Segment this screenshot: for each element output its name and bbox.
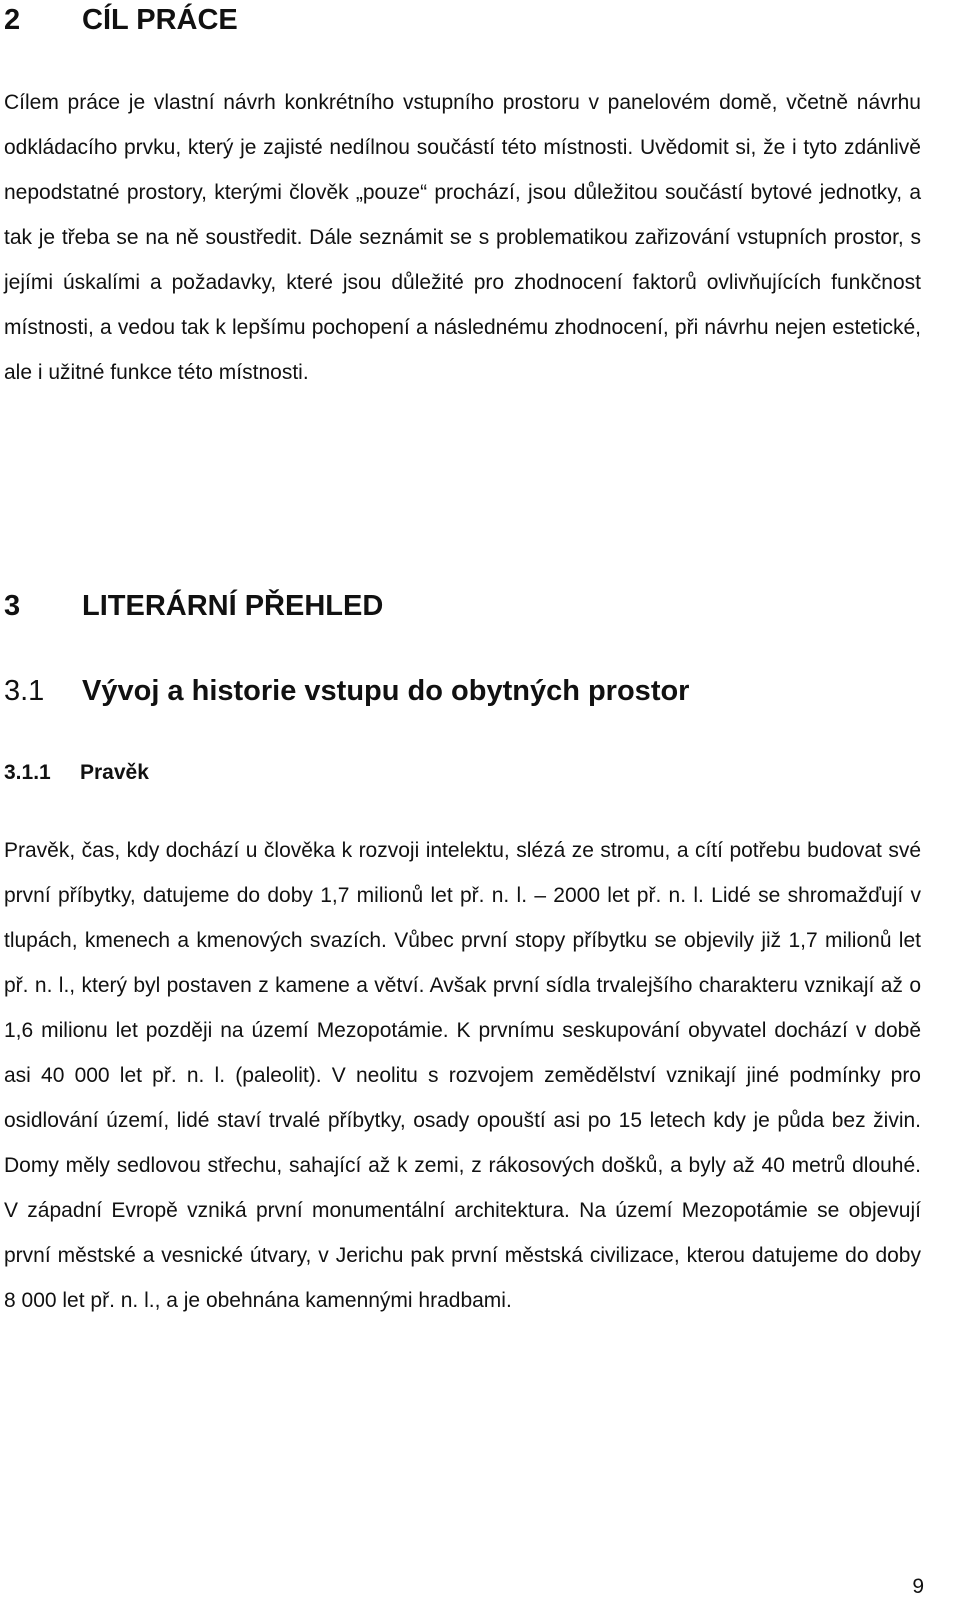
heading-pravek — [4, 759, 149, 787]
heading-vyvoj-historie — [4, 673, 689, 709]
heading-cil-prace — [4, 2, 238, 38]
heading-number: 3 — [4, 590, 21, 622]
heading-number: 2 — [4, 4, 21, 36]
paragraph-cil-prace: Cílem práce je vlastní návrh konkrétního vstupního prostoru v panelovém domě, včetně návrhu odkládacího prvku, který je zajisté nedílnou součástí této místnosti. Uvědomit si, že i tyto zdánlivě nepodstatné prostory, kterými člověk „pouze“ prochází, jsou důležitou součástí bytové jednotky, a tak je třeba se na ně soustředit. Dále seznámit se s problematikou zařizování vstupních prostor, s jejími úskalími a požadavky, které jsou důležité pro zhodnocení faktorů ovlivňujících funkčnost místnosti, a vedou tak k lepšímu pochopení a následnému zhodnocení, při návrhu nejen estetické, ale i užitné funkce této místnosti. — [4, 91, 921, 384]
paragraph-pravek: Pravěk, čas, kdy dochází u člověka k rozvoji intelektu, slézá ze stromu, a cítí potřebu budovat své první příbytky, datujeme do doby 1,7 milionů let př. n. l. – 2000 let př. n. l. Lidé se shromažďují v tlupách, kmenech a kmenových svazích. Vůbec první stopy příbytku se objevily již 1,7 milionů let př. n. l., který byl postaven z kamene a větví. Avšak první sídla trvalejšího charakteru vznikají až o 1,6 milionu let později na území Mezopotámie. K prvnímu seskupování obyvatel dochází v době asi 40 000 let př. n. l. (paleolit). V neolitu s rozvojem zemědělství vznikají jiné podmínky pro osidlování území, lidé staví trvalé příbytky, osady opouští asi po 15 letech kdy je půda bez živin. Domy měly sedlovou střechu, sahající až k zemi, z rákosových došků, a byly až 40 metrů dlouhé. V západní Evropě vzniká první monumentální architektura. Na území Mezopotámie se objevují první městské a vesnické útvary, v Jerichu pak první městská civilizace, kterou datujeme do doby 8 000 let př. n. l., a je obehnána kamennými hradbami. — [4, 839, 921, 1312]
page-number: 9 — [912, 1575, 924, 1598]
heading-literarni-prehled — [4, 588, 383, 624]
heading-title: Vývoj a historie vstupu do obytných prostor — [82, 675, 690, 707]
heading-title: CÍL PRÁCE — [82, 4, 238, 36]
heading-title: Pravěk — [80, 761, 149, 784]
heading-number: 3.1.1 — [4, 761, 51, 784]
heading-number: 3.1 — [4, 675, 45, 707]
heading-title: LITERÁRNÍ PŘEHLED — [82, 590, 384, 622]
